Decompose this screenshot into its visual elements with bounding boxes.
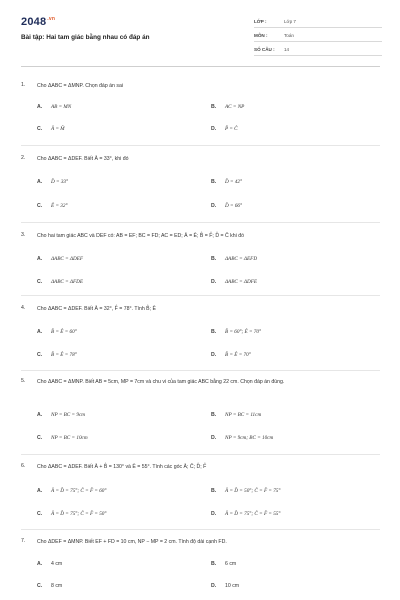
question-stem: Cho ΔABC = ΔDEF. Biết Â = 32°, F̂ = 78°. Tính B̂; Ê [37, 306, 156, 312]
option-text: ΔABC = ΔDEF [51, 256, 84, 262]
option-label: B. [211, 561, 217, 567]
option-text: D̂ = 66° [225, 203, 243, 209]
option-c[interactable] [37, 583, 62, 589]
option-text: ΔABC = ΔFDE [51, 279, 84, 285]
option-text: Â = M̂ [51, 126, 65, 132]
option-d[interactable] [211, 279, 257, 285]
option-label: B. [211, 412, 217, 418]
option-d[interactable] [211, 435, 273, 441]
site-logo[interactable] [21, 16, 55, 28]
option-d[interactable] [211, 583, 239, 589]
option-c[interactable] [37, 279, 83, 285]
option-label: D. [211, 435, 217, 441]
option-a[interactable] [37, 488, 106, 494]
option-d[interactable] [211, 203, 242, 209]
option-label: B. [211, 488, 217, 494]
option-c[interactable] [37, 511, 106, 517]
question-divider [21, 145, 380, 146]
option-d[interactable] [211, 511, 280, 517]
question-divider [21, 529, 380, 530]
option-text: D̂ = 33° [51, 179, 69, 185]
option-text: B̂ = Ê = 60° [51, 329, 77, 335]
option-text: 8 cm [51, 583, 63, 589]
option-text: Ê = 32° [51, 203, 68, 209]
question-number: 4. [21, 305, 26, 311]
option-label: C. [37, 203, 43, 209]
option-text: Â = D̂ = 75°; Ĉ = F̂ = 50° [51, 511, 107, 517]
option-text: NP = BC = 10cm [51, 435, 88, 441]
brand-name: 2048 [21, 16, 47, 28]
header-divider [21, 66, 380, 67]
page-header [0, 0, 400, 62]
option-c[interactable] [37, 126, 65, 132]
option-text: D̂ = 42° [225, 179, 243, 185]
option-a[interactable] [37, 104, 71, 110]
meta-row-count [254, 44, 382, 56]
meta-row-class [254, 16, 382, 28]
question-stem: Cho ΔABC = ΔDEF. Biết Â = 33°, khi đó [37, 156, 129, 162]
option-b[interactable] [211, 179, 242, 185]
option-a[interactable] [37, 412, 85, 418]
option-label: D. [211, 126, 217, 132]
option-a[interactable] [37, 561, 62, 567]
question-number: 3. [21, 232, 26, 238]
page-title: Bài tập: Hai tam giác bằng nhau có đáp án [21, 34, 150, 41]
option-c[interactable] [37, 352, 77, 358]
question-number: 5. [21, 378, 26, 384]
option-label: D. [211, 583, 217, 589]
question-number: 1. [21, 82, 26, 88]
option-a[interactable] [37, 256, 83, 262]
option-b[interactable] [211, 561, 236, 567]
option-b[interactable] [211, 488, 280, 494]
option-c[interactable] [37, 203, 68, 209]
option-b[interactable] [211, 256, 257, 262]
question-divider [21, 222, 380, 223]
option-text: Â = D̂ = 50°; Ĉ = F̂ = 75° [225, 488, 281, 494]
option-label: C. [37, 511, 43, 517]
option-d[interactable] [211, 126, 238, 132]
meta-key: MÔN : [254, 33, 268, 38]
option-label: D. [211, 279, 217, 285]
option-label: C. [37, 583, 43, 589]
option-label: B. [211, 329, 217, 335]
option-b[interactable] [211, 329, 261, 335]
option-label: A. [37, 179, 43, 185]
option-label: C. [37, 352, 43, 358]
option-label: D. [211, 511, 217, 517]
option-text: 10 cm [225, 583, 240, 589]
option-a[interactable] [37, 329, 77, 335]
option-label: D. [211, 352, 217, 358]
question-number: 7. [21, 538, 26, 544]
option-text: NP = BC = 11cm [225, 412, 262, 418]
option-text: NP = 9cm; BC = 10cm [225, 435, 274, 441]
question-stem: Cho ΔABC = ΔDEF. Biết Â + B̂ = 130° và Ê = 55°. Tính các góc Â; Ĉ; D̂; F̂ [37, 464, 207, 470]
option-b[interactable] [211, 104, 244, 110]
question-divider [21, 454, 380, 455]
option-label: A. [37, 488, 43, 494]
option-b[interactable] [211, 412, 261, 418]
option-a[interactable] [37, 179, 68, 185]
option-text: B̂ = 60°; Ê = 70° [225, 329, 262, 335]
option-c[interactable] [37, 435, 88, 441]
option-label: A. [37, 561, 43, 567]
option-label: B. [211, 104, 217, 110]
option-label: B. [211, 179, 217, 185]
option-label: A. [37, 329, 43, 335]
option-text: 6 cm [225, 561, 237, 567]
meta-key: SỐ CÂU : [254, 47, 275, 52]
option-label: B. [211, 256, 217, 262]
option-text: ΔABC = ΔEFD [225, 256, 258, 262]
option-text: Â = D̂ = 75°; Ĉ = F̂ = 60° [51, 488, 107, 494]
option-label: C. [37, 435, 43, 441]
question-stem: Cho hai tam giác ABC và DEF có: AB = EF; BC = FD; AC = ED; Â = Ê; B̂ = F̂; D̂ = Ĉ khi đó [37, 233, 245, 239]
meta-value: 14 [284, 47, 290, 52]
option-label: A. [37, 104, 43, 110]
option-text: AB = MN [51, 104, 72, 110]
meta-value: Toán [284, 33, 294, 38]
question-stem: Cho ΔABC = ΔMNP. Biết AB = 5cm, MP = 7cm và chu vi của tam giác ABC bằng 22 cm. Chọn đáp án đúng. [37, 379, 285, 385]
option-label: A. [37, 412, 43, 418]
option-d[interactable] [211, 352, 251, 358]
option-text: NP = BC = 9cm [51, 412, 85, 418]
option-text: Â = D̂ = 75°; Ĉ = F̂ = 55° [225, 511, 281, 517]
option-text: P̂ = Ĉ [225, 126, 238, 132]
option-label: A. [37, 256, 43, 262]
option-label: D. [211, 203, 217, 209]
question-number: 2. [21, 155, 26, 161]
option-text: B̂ = Ê = 70° [225, 352, 251, 358]
option-text: AC = NP [225, 104, 245, 110]
option-label: C. [37, 279, 43, 285]
meta-row-subject [254, 30, 382, 42]
option-text: 4 cm [51, 561, 63, 567]
option-label: C. [37, 126, 43, 132]
question-stem: Cho ΔDEF = ΔMNP. Biết EF + FD = 10 cm, NP − MP = 2 cm. Tính độ dài cạnh FD. [37, 539, 227, 545]
meta-key: LỚP : [254, 19, 267, 24]
question-divider [21, 370, 380, 371]
option-text: ΔABC = ΔDFE [225, 279, 258, 285]
brand-suffix: .vn [47, 16, 56, 23]
meta-value: Lớp 7 [284, 19, 296, 24]
question-divider [21, 295, 380, 296]
question-stem: Cho ΔABC = ΔMNP. Chọn đáp án sai [37, 83, 123, 89]
option-text: B̂ = Ê = 78° [51, 352, 77, 358]
question-number: 6. [21, 463, 26, 469]
